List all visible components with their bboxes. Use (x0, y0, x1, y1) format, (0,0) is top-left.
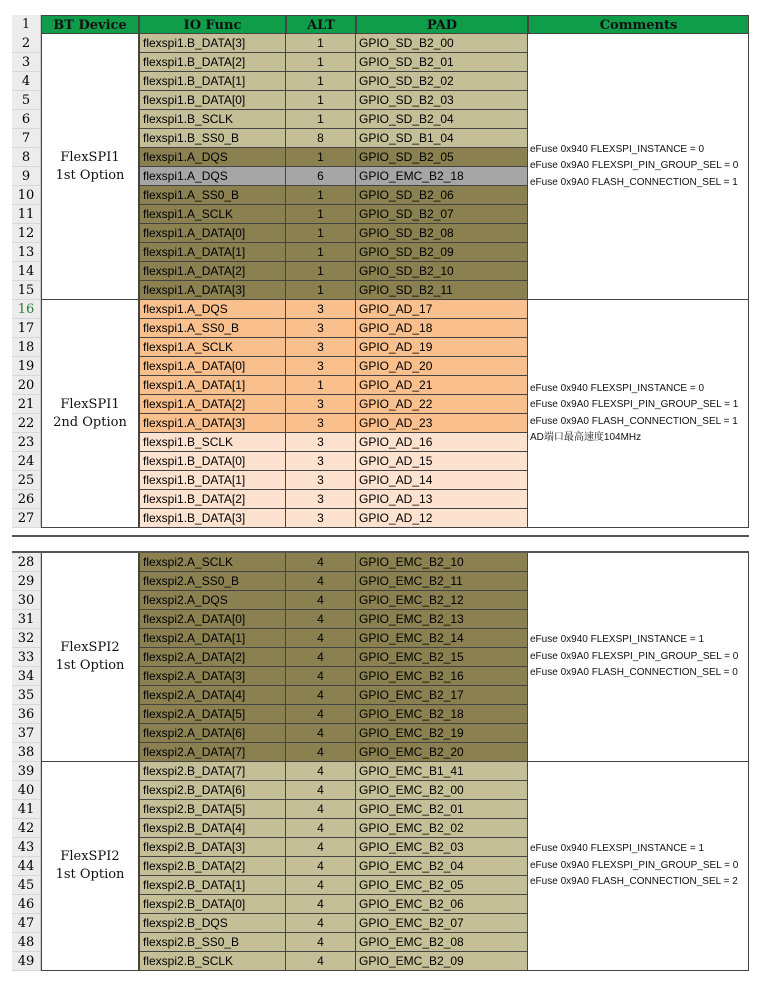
alt-cell[interactable]: 1 (286, 72, 356, 91)
io-func-cell[interactable]: flexspi2.A_SCLK (139, 553, 286, 572)
io-func-cell[interactable]: flexspi2.A_SS0_B (139, 572, 286, 591)
comment-line: eFuse 0x9A0 FLEXSPI_PIN_GROUP_SEL = 0 (530, 650, 739, 662)
alt-cell[interactable]: 4 (286, 876, 356, 895)
row-number: 38 (12, 743, 41, 762)
alt-cell[interactable]: 3 (286, 433, 356, 452)
pad-cell[interactable]: GPIO_EMC_B2_13 (356, 610, 528, 629)
row-number: 34 (12, 667, 41, 686)
pad-cell[interactable]: GPIO_EMC_B2_05 (356, 876, 528, 895)
alt-cell[interactable]: 4 (286, 914, 356, 933)
pad-cell[interactable]: GPIO_AD_13 (356, 490, 528, 509)
pad-cell[interactable]: GPIO_SD_B2_08 (356, 224, 528, 243)
pad-cell[interactable]: GPIO_SD_B2_10 (356, 262, 528, 281)
alt-cell[interactable]: 1 (286, 281, 356, 300)
alt-cell[interactable]: 4 (286, 933, 356, 952)
row-number: 14 (12, 262, 41, 281)
row-number: 24 (12, 452, 41, 471)
alt-cell[interactable]: 4 (286, 610, 356, 629)
device-name: FlexSPI2 (60, 849, 120, 864)
alt-cell[interactable]: 8 (286, 129, 356, 148)
io-func-cell[interactable]: flexspi1.A_DQS (139, 300, 286, 319)
io-func-cell[interactable]: flexspi1.B_DATA[2] (139, 53, 286, 72)
row-number: 16 (12, 300, 41, 319)
row-number: 45 (12, 876, 41, 895)
io-func-cell[interactable]: flexspi1.A_DQS (139, 148, 286, 167)
alt-cell[interactable]: 4 (286, 553, 356, 572)
alt-cell[interactable]: 3 (286, 300, 356, 319)
alt-cell[interactable]: 4 (286, 952, 356, 971)
row-number: 11 (12, 205, 41, 224)
row-number: 18 (12, 338, 41, 357)
row-number: 26 (12, 490, 41, 509)
bt-device-cell[interactable] (41, 300, 139, 528)
bt-device-cell[interactable] (41, 34, 139, 300)
io-func-cell[interactable]: flexspi1.A_DATA[2] (139, 395, 286, 414)
pad-cell[interactable]: GPIO_AD_20 (356, 357, 528, 376)
pad-cell[interactable]: GPIO_SD_B2_00 (356, 34, 528, 53)
alt-cell[interactable]: 4 (286, 591, 356, 610)
io-func-cell[interactable]: flexspi2.A_DATA[3] (139, 667, 286, 686)
io-func-cell[interactable]: flexspi1.A_DATA[2] (139, 262, 286, 281)
io-func-cell[interactable]: flexspi1.A_DATA[3] (139, 281, 286, 300)
pad-cell[interactable]: GPIO_EMC_B2_01 (356, 800, 528, 819)
pad-cell[interactable]: GPIO_EMC_B2_10 (356, 553, 528, 572)
row-number: 42 (12, 819, 41, 838)
pad-cell[interactable]: GPIO_SD_B1_04 (356, 129, 528, 148)
alt-cell[interactable]: 3 (286, 414, 356, 433)
pad-cell[interactable]: GPIO_EMC_B2_18 (356, 705, 528, 724)
io-func-cell[interactable]: flexspi2.B_SS0_B (139, 933, 286, 952)
alt-cell[interactable]: 3 (286, 338, 356, 357)
device-option: 1st Option (55, 867, 125, 882)
header-pad[interactable]: PAD (356, 15, 528, 34)
pad-cell[interactable]: GPIO_AD_22 (356, 395, 528, 414)
alt-cell[interactable]: 6 (286, 167, 356, 186)
io-func-cell[interactable]: flexspi2.A_DATA[0] (139, 610, 286, 629)
io-func-cell[interactable]: flexspi2.B_DQS (139, 914, 286, 933)
pad-cell[interactable]: GPIO_AD_14 (356, 471, 528, 490)
comments-cell[interactable] (528, 300, 749, 528)
row-number: 20 (12, 376, 41, 395)
io-func-cell[interactable]: flexspi1.A_SS0_B (139, 319, 286, 338)
comment-line: AD端口最高速度104MHz (530, 432, 642, 443)
alt-cell[interactable]: 4 (286, 781, 356, 800)
row-number: 5 (12, 91, 41, 110)
pad-cell[interactable]: GPIO_AD_18 (356, 319, 528, 338)
io-func-cell[interactable]: flexspi1.B_DATA[0] (139, 452, 286, 471)
io-func-cell[interactable]: flexspi2.B_DATA[7] (139, 762, 286, 781)
pad-cell[interactable]: GPIO_AD_16 (356, 433, 528, 452)
alt-cell[interactable]: 4 (286, 819, 356, 838)
pad-cell[interactable]: GPIO_EMC_B1_41 (356, 762, 528, 781)
pad-cell[interactable]: GPIO_EMC_B2_15 (356, 648, 528, 667)
pad-cell[interactable]: GPIO_SD_B2_06 (356, 186, 528, 205)
pad-cell[interactable]: GPIO_SD_B2_05 (356, 148, 528, 167)
alt-cell[interactable]: 1 (286, 110, 356, 129)
alt-cell[interactable]: 3 (286, 509, 356, 528)
io-func-cell[interactable]: flexspi2.A_DATA[6] (139, 724, 286, 743)
alt-cell[interactable]: 1 (286, 243, 356, 262)
pad-cell[interactable]: GPIO_AD_15 (356, 452, 528, 471)
row-number: 25 (12, 471, 41, 490)
pad-cell[interactable]: GPIO_AD_23 (356, 414, 528, 433)
io-func-cell[interactable]: flexspi2.A_DQS (139, 591, 286, 610)
row-number: 3 (12, 53, 41, 72)
io-func-cell[interactable]: flexspi2.B_DATA[3] (139, 838, 286, 857)
sheet-gap (12, 535, 749, 553)
pad-cell[interactable]: GPIO_AD_21 (356, 376, 528, 395)
comment-line: eFuse 0x9A0 FLEXSPI_PIN_GROUP_SEL = 0 (530, 160, 739, 172)
header-row (12, 15, 749, 34)
alt-cell[interactable]: 4 (286, 572, 356, 591)
pad-cell[interactable]: GPIO_AD_19 (356, 338, 528, 357)
io-func-cell[interactable]: flexspi1.B_SCLK (139, 110, 286, 129)
row-number: 17 (12, 319, 41, 338)
row-number: 48 (12, 933, 41, 952)
comment-line: eFuse 0x940 FLEXSPI_INSTANCE = 1 (530, 843, 705, 855)
device-name: FlexSPI1 (60, 149, 120, 165)
row-number: 10 (12, 186, 41, 205)
row-number: 39 (12, 762, 41, 781)
pad-cell[interactable]: GPIO_SD_B2_03 (356, 91, 528, 110)
header-alt[interactable]: ALT (286, 15, 356, 34)
io-func-cell[interactable]: flexspi1.A_SS0_B (139, 186, 286, 205)
header-comments[interactable]: Comments (528, 15, 749, 34)
alt-cell[interactable]: 3 (286, 319, 356, 338)
pad-cell[interactable]: GPIO_EMC_B2_08 (356, 933, 528, 952)
pad-cell[interactable]: GPIO_SD_B2_02 (356, 72, 528, 91)
row-number: 43 (12, 838, 41, 857)
row-number: 41 (12, 800, 41, 819)
alt-cell[interactable]: 4 (286, 724, 356, 743)
pad-cell[interactable]: GPIO_EMC_B2_16 (356, 667, 528, 686)
row-number: 15 (12, 281, 41, 300)
row-number: 6 (12, 110, 41, 129)
pad-cell[interactable]: GPIO_EMC_B2_18 (356, 167, 528, 186)
row-number: 13 (12, 243, 41, 262)
pad-cell[interactable]: GPIO_SD_B2_09 (356, 243, 528, 262)
alt-cell[interactable]: 4 (286, 895, 356, 914)
alt-cell[interactable]: 4 (286, 857, 356, 876)
alt-cell[interactable]: 4 (286, 838, 356, 857)
pad-cell[interactable]: GPIO_SD_B2_11 (356, 281, 528, 300)
io-func-cell[interactable]: flexspi1.B_DATA[1] (139, 72, 286, 91)
row-number: 27 (12, 509, 41, 528)
row-number: 28 (12, 553, 41, 572)
row-number: 1 (12, 15, 41, 34)
row-number: 2 (12, 34, 41, 53)
io-func-cell[interactable]: flexspi1.A_DATA[0] (139, 357, 286, 376)
row-number: 44 (12, 857, 41, 876)
pad-cell[interactable]: GPIO_EMC_B2_17 (356, 686, 528, 705)
io-func-cell[interactable]: flexspi1.A_DQS (139, 167, 286, 186)
alt-cell[interactable]: 1 (286, 34, 356, 53)
io-func-cell[interactable]: flexspi2.A_DATA[2] (139, 648, 286, 667)
row-number: 49 (12, 952, 41, 971)
row-number: 7 (12, 129, 41, 148)
io-func-cell[interactable]: flexspi1.B_SS0_B (139, 129, 286, 148)
io-func-cell[interactable]: flexspi1.B_DATA[0] (139, 91, 286, 110)
divider (12, 535, 749, 537)
row-number: 31 (12, 610, 41, 629)
row-number: 9 (12, 167, 41, 186)
alt-cell[interactable]: 1 (286, 262, 356, 281)
row-number: 32 (12, 629, 41, 648)
comment-line: eFuse 0x9A0 FLASH_CONNECTION_SEL = 0 (530, 667, 738, 679)
row-number: 35 (12, 686, 41, 705)
row-number: 40 (12, 781, 41, 800)
io-func-cell[interactable]: flexspi1.B_DATA[3] (139, 34, 286, 53)
alt-cell[interactable]: 3 (286, 357, 356, 376)
pad-cell[interactable]: GPIO_SD_B2_07 (356, 205, 528, 224)
row-number: 4 (12, 72, 41, 91)
pad-cell[interactable]: GPIO_EMC_B2_03 (356, 838, 528, 857)
row-number: 12 (12, 224, 41, 243)
alt-cell[interactable]: 3 (286, 490, 356, 509)
io-func-cell[interactable]: flexspi1.A_SCLK (139, 205, 286, 224)
alt-cell[interactable]: 3 (286, 452, 356, 471)
io-func-cell[interactable]: flexspi1.A_DATA[1] (139, 243, 286, 262)
bt-device-cell[interactable] (41, 762, 139, 971)
io-func-cell[interactable]: flexspi2.B_DATA[4] (139, 819, 286, 838)
alt-cell[interactable]: 1 (286, 91, 356, 110)
pad-cell[interactable]: GPIO_EMC_B2_20 (356, 743, 528, 762)
io-func-cell[interactable]: flexspi2.B_DATA[2] (139, 857, 286, 876)
alt-cell[interactable]: 3 (286, 395, 356, 414)
row-number: 33 (12, 648, 41, 667)
io-func-cell[interactable]: flexspi1.B_DATA[1] (139, 471, 286, 490)
pad-cell[interactable]: GPIO_EMC_B2_09 (356, 952, 528, 971)
io-func-cell[interactable]: flexspi2.A_DATA[5] (139, 705, 286, 724)
row-number: 21 (12, 395, 41, 414)
io-func-cell[interactable]: flexspi2.A_DATA[4] (139, 686, 286, 705)
row-number: 8 (12, 148, 41, 167)
pad-cell[interactable]: GPIO_EMC_B2_11 (356, 572, 528, 591)
io-func-cell[interactable]: flexspi2.B_DATA[6] (139, 781, 286, 800)
pad-cell[interactable]: GPIO_EMC_B2_12 (356, 591, 528, 610)
pad-cell[interactable]: GPIO_EMC_B2_00 (356, 781, 528, 800)
row-number: 22 (12, 414, 41, 433)
device-option: 1st Option (55, 167, 125, 183)
pad-cell[interactable]: GPIO_EMC_B2_14 (356, 629, 528, 648)
comment-line: eFuse 0x9A0 FLEXSPI_PIN_GROUP_SEL = 0 (530, 859, 739, 871)
device-name: FlexSPI1 (60, 396, 120, 412)
comment-line: eFuse 0x9A0 FLASH_CONNECTION_SEL = 2 (530, 876, 738, 888)
alt-cell[interactable]: 3 (286, 471, 356, 490)
pad-cell[interactable]: GPIO_AD_17 (356, 300, 528, 319)
pad-cell[interactable]: GPIO_EMC_B2_07 (356, 914, 528, 933)
comment-line: eFuse 0x940 FLEXSPI_INSTANCE = 0 (530, 382, 705, 394)
io-func-cell[interactable]: flexspi2.A_DATA[7] (139, 743, 286, 762)
alt-cell[interactable]: 1 (286, 53, 356, 72)
header-bt-device[interactable]: BT Device (41, 15, 139, 34)
io-func-cell[interactable]: flexspi1.A_SCLK (139, 338, 286, 357)
pad-cell[interactable]: GPIO_EMC_B2_06 (356, 895, 528, 914)
comments-cell[interactable] (528, 34, 749, 300)
io-func-cell[interactable]: flexspi1.A_DATA[0] (139, 224, 286, 243)
row-number: 19 (12, 357, 41, 376)
io-func-cell[interactable]: flexspi1.B_DATA[2] (139, 490, 286, 509)
alt-cell[interactable]: 4 (286, 705, 356, 724)
comment-line: eFuse 0x9A0 FLEXSPI_PIN_GROUP_SEL = 1 (530, 399, 739, 410)
alt-cell[interactable]: 1 (286, 148, 356, 167)
io-func-cell[interactable]: flexspi2.B_DATA[1] (139, 876, 286, 895)
io-func-cell[interactable]: flexspi2.B_DATA[5] (139, 800, 286, 819)
pad-cell[interactable]: GPIO_EMC_B2_04 (356, 857, 528, 876)
io-func-cell[interactable]: flexspi2.B_SCLK (139, 952, 286, 971)
alt-cell[interactable]: 4 (286, 762, 356, 781)
comment-line: eFuse 0x9A0 FLASH_CONNECTION_SEL = 1 (530, 415, 738, 427)
row-number: 36 (12, 705, 41, 724)
row-number: 37 (12, 724, 41, 743)
io-func-cell[interactable]: flexspi1.B_DATA[3] (139, 509, 286, 528)
row-number: 23 (12, 433, 41, 452)
pad-cell[interactable]: GPIO_SD_B2_04 (356, 110, 528, 129)
io-func-cell[interactable]: flexspi1.A_DATA[1] (139, 376, 286, 395)
device-name: FlexSPI2 (60, 640, 120, 655)
alt-cell[interactable]: 1 (286, 224, 356, 243)
bt-device-cell[interactable] (41, 553, 139, 762)
io-func-cell[interactable]: flexspi1.A_DATA[3] (139, 414, 286, 433)
io-func-cell[interactable]: flexspi2.A_DATA[1] (139, 629, 286, 648)
alt-cell[interactable]: 1 (286, 186, 356, 205)
alt-cell[interactable]: 4 (286, 686, 356, 705)
row-number: 46 (12, 895, 41, 914)
header-io-func[interactable]: IO Func (139, 15, 286, 34)
io-func-cell[interactable]: flexspi2.B_DATA[0] (139, 895, 286, 914)
io-func-cell[interactable]: flexspi1.B_SCLK (139, 433, 286, 452)
row-number: 30 (12, 591, 41, 610)
device-option: 2nd Option (53, 414, 127, 430)
comment-line: eFuse 0x940 FLEXSPI_INSTANCE = 1 (530, 634, 705, 646)
row-number: 29 (12, 572, 41, 591)
pad-cell[interactable]: GPIO_EMC_B2_02 (356, 819, 528, 838)
alt-cell[interactable]: 4 (286, 667, 356, 686)
alt-cell[interactable]: 4 (286, 648, 356, 667)
pad-cell[interactable]: GPIO_SD_B2_01 (356, 53, 528, 72)
alt-cell[interactable]: 1 (286, 205, 356, 224)
comments-cell[interactable] (528, 553, 749, 762)
comments-cell[interactable] (528, 762, 749, 971)
alt-cell[interactable]: 4 (286, 629, 356, 648)
device-option: 1st Option (55, 658, 125, 673)
alt-cell[interactable]: 4 (286, 743, 356, 762)
row-number: 47 (12, 914, 41, 933)
alt-cell[interactable]: 4 (286, 800, 356, 819)
pad-cell[interactable]: GPIO_AD_12 (356, 509, 528, 528)
alt-cell[interactable]: 1 (286, 376, 356, 395)
pad-cell[interactable]: GPIO_EMC_B2_19 (356, 724, 528, 743)
comment-line: eFuse 0x9A0 FLASH_CONNECTION_SEL = 1 (530, 176, 738, 188)
comment-line: eFuse 0x940 FLEXSPI_INSTANCE = 0 (530, 143, 705, 155)
